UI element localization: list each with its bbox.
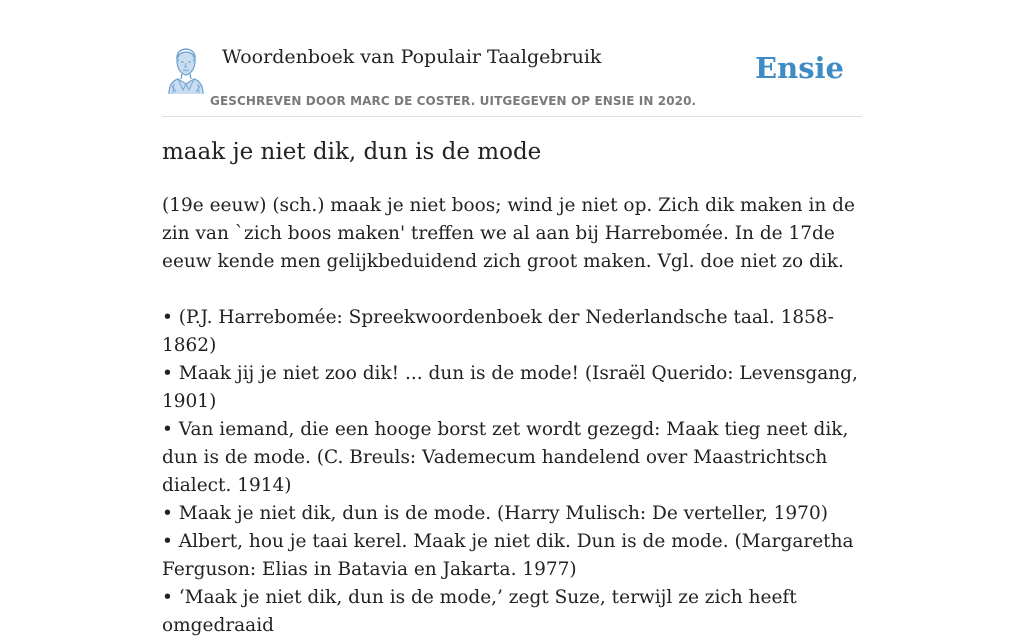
- citation-item: • Van iemand, die een hooge borst zet wordt gezegd: Maak tieg neet dik, dun is de mode. (C. Breuls: Vademecum handelend over Maastrichtsch dialect. 1914): [162, 419, 849, 496]
- citation-item: • Maak jij je niet zoo dik! ... dun is de mode! (Israël Querido: Levensgang, 1901): [162, 363, 858, 412]
- citation-item: • ‘Maak je niet dik, dun is de mode,’ zegt Suze, terwijl ze zich heeft omgedraaid: [162, 587, 797, 636]
- author-portrait-icon[interactable]: [164, 46, 208, 96]
- ensie-logo[interactable]: Ensie: [755, 51, 844, 85]
- entry-definition: (19e eeuw) (sch.) maak je niet boos; wind je niet op. Zich dik maken in de zin van `zich boos maken' treffen we al aan bij Harrebomée. In de 17de eeuw kende men gelijkbeduidend zich groot maken. Vgl. doe niet zo dik.: [162, 195, 855, 272]
- dictionary-title[interactable]: Woordenboek van Populair Taalgebruik: [222, 46, 602, 68]
- citation-item: • (P.J. Harrebomée: Spreekwoordenboek der Nederlandsche taal. 1858-1862): [162, 307, 834, 356]
- author-byline: GESCHREVEN DOOR MARC DE COSTER. UITGEGEVEN OP ENSIE IN 2020.: [210, 94, 697, 108]
- entry-body: [162, 192, 864, 640]
- citation-item: • Maak je niet dik, dun is de mode. (Harry Mulisch: De verteller, 1970): [162, 503, 828, 524]
- entry-title: maak je niet dik, dun is de mode: [162, 139, 542, 165]
- dictionary-header: [162, 40, 862, 117]
- citation-item: • Albert, hou je taai kerel. Maak je niet dik. Dun is de mode. (Margaretha Ferguson: Elias in Batavia en Jakarta. 1977): [162, 531, 854, 580]
